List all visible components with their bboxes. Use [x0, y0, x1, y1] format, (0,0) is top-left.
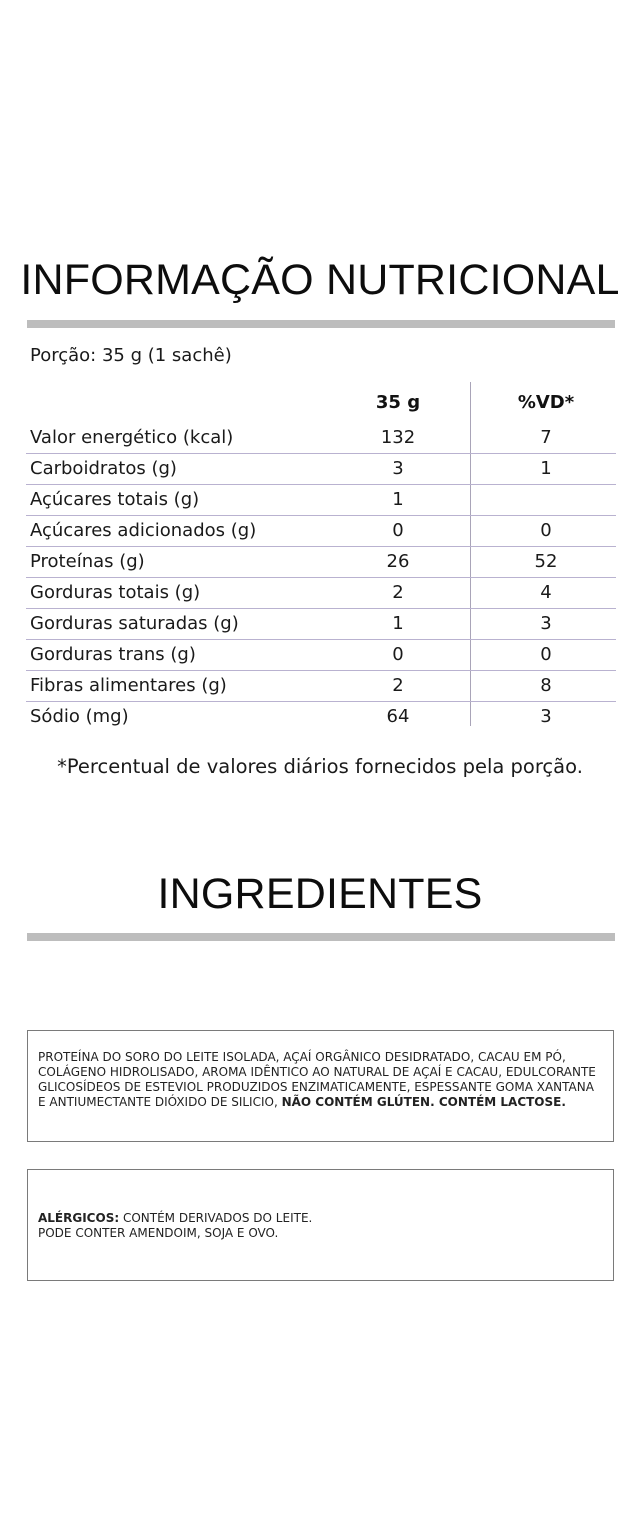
nutrition-rows: [26, 423, 616, 732]
nutrient-dv: 4: [540, 582, 552, 603]
nutrient-name: Gorduras saturadas (g): [30, 613, 239, 634]
nutrient-dv: 8: [540, 675, 552, 696]
allergens-text: [38, 1211, 601, 1241]
nutrient-dv: 3: [540, 613, 552, 634]
table-row: [26, 547, 616, 578]
nutrient-name: Fibras alimentares (g): [30, 675, 227, 696]
table-row: [26, 454, 616, 485]
nutrient-name: Proteínas (g): [30, 551, 145, 572]
nutrient-dv: 7: [540, 427, 552, 448]
table-row: [26, 671, 616, 702]
allergens-label: ALÉRGICOS:: [38, 1211, 120, 1225]
ingredients-list: PROTEÍNA DO SORO DO LEITE ISOLADA, AÇAÍ ORGÂNICO DESIDRATADO, CACAU EM PÓ, COLÁGENO HIDROLISADO, AROMA IDÊNTICO AO NATURAL DE AÇAÍ E CACAU, EDULCORANTE GLICOSÍDEOS DE ESTEVIOL PRODUZIDOS ENZIMATICAMENTE, ESPESSANTE GOMA XANTANA E ANTIUMECTANTE DIÓXIDO DE SILICIO,: [38, 1050, 596, 1109]
nutrient-amount: 0: [392, 644, 404, 665]
nutrient-dv: 52: [534, 551, 558, 572]
table-row: [26, 423, 616, 454]
header-amount: 35 g: [375, 392, 421, 413]
dv-footnote: *Percentual de valores diários fornecidos pela porção.: [57, 755, 583, 778]
gluten-lactose-warning: NÃO CONTÉM GLÚTEN. CONTÉM LACTOSE.: [281, 1095, 566, 1109]
nutrient-name: Sódio (mg): [30, 706, 129, 727]
nutrition-table: [26, 382, 616, 726]
nutrient-amount: 1: [392, 489, 404, 510]
nutrition-title: INFORMAÇÃO NUTRICIONAL: [20, 256, 620, 304]
table-row: [26, 578, 616, 609]
nutrient-amount: 1: [392, 613, 404, 634]
nutrient-name: Carboidratos (g): [30, 458, 177, 479]
portion-size: Porção: 35 g (1 sachê): [30, 345, 232, 366]
table-row: [26, 702, 616, 732]
nutrient-dv: 0: [540, 644, 552, 665]
nutrient-name: Gorduras trans (g): [30, 644, 196, 665]
nutrient-amount: 0: [392, 520, 404, 541]
nutrient-amount: 3: [392, 458, 404, 479]
nutrient-amount: 2: [392, 582, 404, 603]
nutrient-amount: 2: [392, 675, 404, 696]
nutrient-amount: 26: [386, 551, 410, 572]
allergens-box: [27, 1169, 614, 1281]
nutrient-name: Açúcares adicionados (g): [30, 520, 257, 541]
table-row: [26, 609, 616, 640]
nutrient-name: Valor energético (kcal): [30, 427, 234, 448]
ingredients-box: [27, 1030, 614, 1142]
allergens-line-2: PODE CONTER AMENDOIM, SOJA E OVO.: [38, 1226, 279, 1240]
allergens-line-1: CONTÉM DERIVADOS DO LEITE.: [119, 1211, 313, 1225]
nutrient-dv: 0: [540, 520, 552, 541]
nutrient-dv: 1: [540, 458, 552, 479]
nutrient-amount: 132: [380, 427, 416, 448]
ingredients-text: [38, 1050, 601, 1110]
ingredients-title: INGREDIENTES: [157, 870, 483, 918]
table-row: [26, 485, 616, 516]
nutrient-name: Gorduras totais (g): [30, 582, 201, 603]
ingredients-divider: [27, 933, 615, 941]
nutrient-dv: 3: [540, 706, 552, 727]
nutrient-amount: 64: [386, 706, 410, 727]
table-row: [26, 516, 616, 547]
header-dv: %VD*: [517, 392, 575, 413]
table-row: [26, 640, 616, 671]
nutrient-name: Açúcares totais (g): [30, 489, 200, 510]
nutrition-divider: [27, 320, 615, 328]
